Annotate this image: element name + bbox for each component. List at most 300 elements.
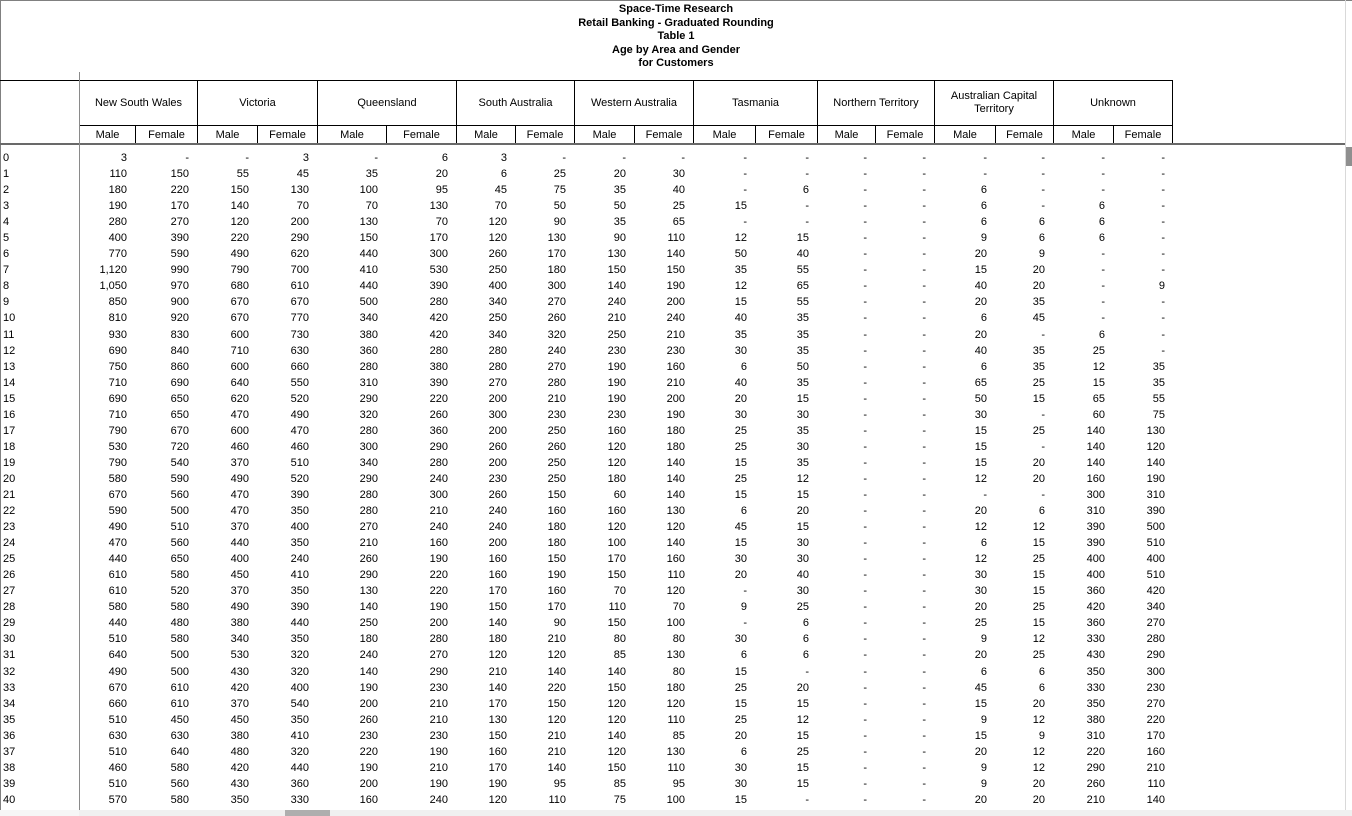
data-cell: 120	[607, 440, 626, 453]
data-cell: 670	[170, 424, 189, 437]
data-cell: 610	[170, 681, 189, 694]
data-cell: 900	[170, 296, 189, 309]
data-cell: 130	[1146, 424, 1165, 437]
vertical-scrollbar-track[interactable]	[1345, 0, 1346, 810]
data-cell: 310	[359, 376, 378, 389]
data-cell: -	[1161, 200, 1165, 213]
column-header-female[interactable]: Female	[257, 126, 317, 143]
data-cell: 9	[980, 633, 987, 646]
row-header-age: 26	[3, 569, 16, 582]
data-cell: 420	[429, 312, 448, 325]
data-cell: 6	[802, 617, 809, 630]
data-cell: 650	[170, 392, 189, 405]
data-cell: 140	[359, 601, 378, 614]
data-cell: -	[922, 505, 926, 518]
data-cell: 45	[1032, 312, 1045, 325]
column-header-male[interactable]: Male	[817, 126, 875, 143]
data-cell: 610	[108, 585, 127, 598]
data-cell: 75	[553, 184, 566, 197]
row-header-age: 4	[3, 216, 10, 229]
data-cell: 110	[667, 232, 685, 245]
column-header-female[interactable]: Female	[1113, 126, 1173, 143]
data-cell: 35	[613, 216, 626, 229]
table-row	[0, 744, 1173, 760]
data-cell: 500	[359, 296, 378, 309]
data-cell: 640	[170, 745, 189, 758]
column-header-female[interactable]: Female	[755, 126, 817, 143]
data-cell: 15	[796, 697, 809, 710]
data-cell: 1,050	[99, 280, 127, 293]
data-cell: 20	[974, 649, 987, 662]
column-group-header[interactable]: Victoria	[197, 81, 317, 125]
table-row	[0, 391, 1173, 407]
table-row	[0, 214, 1173, 230]
data-cell: 770	[290, 312, 309, 325]
data-cell: -	[922, 665, 926, 678]
data-cell: 140	[607, 729, 626, 742]
table-row	[0, 583, 1173, 599]
column-header-male[interactable]: Male	[456, 126, 515, 143]
data-cell: 55	[1152, 392, 1165, 405]
data-cell: 510	[108, 633, 127, 646]
data-cell: 180	[108, 184, 127, 197]
data-cell: 130	[607, 248, 626, 261]
data-cell: 590	[170, 248, 189, 261]
data-cell: -	[863, 601, 867, 614]
data-cell: 200	[488, 537, 507, 550]
data-cell: 490	[290, 408, 309, 421]
data-cell: 160	[359, 793, 378, 806]
column-group-header[interactable]: Australian Capital Territory	[934, 81, 1053, 125]
data-cell: 420	[230, 681, 249, 694]
data-cell: 20	[734, 569, 747, 582]
data-cell: -	[922, 472, 926, 485]
data-cell: 35	[796, 312, 809, 325]
data-cell: 150	[607, 681, 626, 694]
data-cell: 170	[488, 761, 507, 774]
data-cell: -	[863, 585, 867, 598]
data-cell: 20	[613, 168, 626, 181]
data-cell: 210	[547, 745, 566, 758]
row-header-age: 22	[3, 505, 16, 518]
column-group-header[interactable]: Unknown	[1053, 81, 1173, 125]
data-cell: 45	[974, 681, 987, 694]
data-cell: 140	[359, 665, 378, 678]
data-cell: -	[922, 745, 926, 758]
table-row	[0, 728, 1173, 744]
data-cell: 160	[666, 360, 685, 373]
data-cell: 400	[1146, 553, 1165, 566]
data-cell: 12	[796, 472, 809, 485]
data-cell: 12	[974, 521, 987, 534]
report-title-line-2: Retail Banking - Graduated Rounding	[578, 16, 774, 29]
data-cell: 6	[980, 216, 987, 229]
data-cell: 6	[1038, 216, 1045, 229]
data-cell: 25	[734, 681, 747, 694]
column-group-header[interactable]: Western Australia	[574, 81, 693, 125]
table-row	[0, 680, 1173, 696]
data-cell: 300	[429, 488, 448, 501]
data-cell: 400	[290, 681, 309, 694]
data-cell: 190	[429, 777, 448, 790]
data-cell: 120	[488, 232, 507, 245]
row-header-age: 40	[3, 793, 16, 806]
data-cell: 50	[734, 248, 747, 261]
data-cell: 6	[1098, 200, 1105, 213]
column-header-female[interactable]: Female	[875, 126, 934, 143]
data-cell: 15	[1092, 376, 1105, 389]
data-cell: 220	[1086, 745, 1105, 758]
horizontal-scrollbar-track[interactable]	[0, 810, 1352, 816]
data-cell: 25	[1032, 649, 1045, 662]
data-cell: 150	[607, 617, 626, 630]
data-cell: 280	[429, 296, 448, 309]
data-cell: 230	[1146, 681, 1165, 694]
data-cell: 290	[1146, 649, 1165, 662]
data-cell: -	[863, 633, 867, 646]
data-cell: 130	[666, 745, 685, 758]
data-cell: 260	[488, 248, 507, 261]
data-cell: 3	[500, 152, 507, 164]
data-cell: 70	[296, 200, 309, 213]
data-cell: -	[922, 232, 926, 245]
data-cell: -	[922, 408, 926, 421]
data-cell: 210	[359, 537, 378, 550]
data-cell: 440	[290, 617, 309, 630]
data-cell: 15	[734, 296, 747, 309]
data-cell: 85	[672, 729, 685, 742]
vertical-scrollbar-thumb[interactable]	[1346, 147, 1352, 166]
column-header-male[interactable]: Male	[197, 126, 257, 143]
column-header-male[interactable]: Male	[574, 126, 634, 143]
data-cell: 340	[488, 296, 507, 309]
data-cell: -	[743, 216, 747, 229]
data-cell: 20	[1032, 264, 1045, 277]
data-cell: -	[863, 697, 867, 710]
data-cell: 65	[974, 376, 987, 389]
column-group-header[interactable]: Tasmania	[693, 81, 817, 125]
data-cell: 9	[740, 601, 747, 614]
data-cell: 360	[359, 344, 378, 357]
column-group-header-row	[79, 81, 1173, 125]
data-cell: -	[805, 216, 809, 229]
data-cell: 580	[170, 761, 189, 774]
table-row	[0, 535, 1173, 551]
data-cell: 25	[1032, 601, 1045, 614]
data-cell: 110	[608, 601, 626, 614]
horizontal-scrollbar-thumb[interactable]	[285, 810, 330, 816]
data-cell: 270	[547, 296, 566, 309]
data-cell: 530	[230, 649, 249, 662]
data-cell: 6	[980, 360, 987, 373]
data-cell: -	[922, 376, 926, 389]
data-cell: 930	[108, 328, 127, 341]
data-cell: 400	[230, 553, 249, 566]
data-cell: 35	[1032, 296, 1045, 309]
data-cell: 220	[170, 184, 189, 197]
data-cell: 480	[230, 745, 249, 758]
data-cell: 710	[108, 408, 127, 421]
data-cell: 350	[290, 505, 309, 518]
data-cell: 6	[1038, 505, 1045, 518]
column-header-female[interactable]: Female	[135, 126, 197, 143]
data-cell: 790	[108, 424, 127, 437]
row-header-age: 28	[3, 601, 16, 614]
data-cell: 12	[734, 280, 747, 293]
data-cell: 70	[435, 216, 448, 229]
column-header-female[interactable]: Female	[634, 126, 693, 143]
data-cell: 20	[974, 505, 987, 518]
data-cell: 220	[429, 569, 448, 582]
data-cell: 30	[734, 633, 747, 646]
data-cell: 9	[1158, 280, 1165, 293]
row-header-age: 31	[3, 649, 16, 662]
data-cell: 12	[734, 232, 747, 245]
row-header-age: 23	[3, 521, 16, 534]
data-cell: 20	[734, 392, 747, 405]
data-cell: 190	[607, 360, 626, 373]
row-header-age: 36	[3, 729, 16, 742]
data-cell: 80	[672, 633, 685, 646]
data-cell: 510	[170, 521, 189, 534]
data-cell: 95	[672, 777, 685, 790]
data-cell: 630	[170, 729, 189, 742]
data-cell: 170	[547, 248, 566, 261]
data-cell: 270	[1146, 617, 1165, 630]
data-cell: -	[922, 633, 926, 646]
data-cell: 35	[796, 456, 809, 469]
data-cell: 160	[547, 505, 566, 518]
data-cell: -	[1161, 152, 1165, 164]
data-cell: 500	[1146, 521, 1165, 534]
data-cell: -	[863, 617, 867, 630]
data-cell: -	[863, 360, 867, 373]
row-header-age: 19	[3, 456, 16, 469]
table-row	[0, 262, 1173, 278]
data-cell: 280	[547, 376, 566, 389]
data-cell: 240	[488, 505, 507, 518]
data-cell: -	[1101, 152, 1105, 164]
data-cell: 160	[1146, 745, 1165, 758]
data-cell: 210	[488, 665, 507, 678]
data-cell: 380	[429, 360, 448, 373]
data-cell: 15	[974, 729, 987, 742]
data-cell: 410	[359, 264, 378, 277]
data-cell: 210	[607, 312, 626, 325]
data-cell: 690	[108, 344, 127, 357]
data-cell: 35	[796, 344, 809, 357]
data-cell: 6	[980, 312, 987, 325]
column-header-male[interactable]: Male	[1053, 126, 1113, 143]
data-cell: 270	[359, 521, 378, 534]
data-cell: -	[922, 617, 926, 630]
data-cell: 620	[290, 248, 309, 261]
data-cell: 240	[429, 521, 448, 534]
column-group-header[interactable]: New South Wales	[79, 81, 197, 125]
data-cell: 660	[290, 360, 309, 373]
column-group-header[interactable]: South Australia	[456, 81, 574, 125]
data-cell: -	[805, 152, 809, 164]
data-cell: 190	[429, 745, 448, 758]
data-cell: 380	[230, 617, 249, 630]
data-cell: 420	[1086, 601, 1105, 614]
data-cell: 1,120	[99, 264, 127, 277]
data-cell: 15	[1032, 585, 1045, 598]
data-cell: 95	[553, 777, 566, 790]
data-cell: 220	[547, 681, 566, 694]
data-cell: 290	[429, 665, 448, 678]
row-header-age: 16	[3, 408, 16, 421]
data-cell: 20	[974, 296, 987, 309]
data-cell: -	[1041, 408, 1045, 421]
data-cell: 12	[974, 472, 987, 485]
data-cell: -	[1101, 184, 1105, 197]
column-header-male[interactable]: Male	[317, 126, 386, 143]
column-header-female[interactable]: Female	[515, 126, 574, 143]
data-cell: 110	[667, 569, 685, 582]
data-cell: 400	[488, 280, 507, 293]
data-cell: -	[863, 280, 867, 293]
data-cell: 220	[1146, 713, 1165, 726]
data-cell: -	[805, 665, 809, 678]
row-header-age: 24	[3, 537, 16, 550]
data-cell: -	[922, 649, 926, 662]
data-cell: 370	[230, 585, 249, 598]
table-row	[0, 198, 1173, 214]
data-cell: 200	[290, 216, 309, 229]
data-cell: 270	[429, 649, 448, 662]
column-header-male[interactable]: Male	[934, 126, 995, 143]
data-cell: 30	[734, 761, 747, 774]
data-cell: 15	[796, 521, 809, 534]
data-cell: 220	[359, 745, 378, 758]
data-cell: 390	[290, 488, 309, 501]
data-cell: 40	[672, 184, 685, 197]
data-cell: 140	[666, 488, 685, 501]
data-cell: 690	[170, 376, 189, 389]
column-header-female[interactable]: Female	[386, 126, 456, 143]
row-header-age: 7	[3, 264, 10, 277]
data-cell: 340	[359, 312, 378, 325]
data-cell: 140	[1146, 793, 1165, 806]
data-cell: 110	[109, 168, 127, 181]
table-row	[0, 615, 1173, 631]
data-cell: 130	[359, 585, 378, 598]
column-header-male[interactable]: Male	[693, 126, 755, 143]
column-header-male[interactable]: Male	[79, 126, 135, 143]
data-cell: -	[681, 152, 685, 164]
row-header-age: 34	[3, 697, 16, 710]
data-cell: 580	[170, 793, 189, 806]
row-header-age: 8	[3, 280, 10, 293]
column-group-header[interactable]: Queensland	[317, 81, 456, 125]
data-cell: 580	[170, 601, 189, 614]
data-cell: 30	[796, 440, 809, 453]
table-row	[0, 776, 1173, 792]
data-cell: -	[1161, 328, 1165, 341]
table-row	[0, 551, 1173, 567]
data-cell: 190	[429, 601, 448, 614]
data-cell: 120	[666, 521, 685, 534]
data-cell: 25	[796, 745, 809, 758]
data-cell: 580	[170, 633, 189, 646]
data-cell: 360	[429, 424, 448, 437]
data-cell: 12	[974, 553, 987, 566]
data-cell: 350	[230, 793, 249, 806]
data-cell: 310	[1146, 488, 1165, 501]
data-cell: 670	[230, 296, 249, 309]
data-cell: 140	[488, 617, 507, 630]
data-cell: 120	[488, 216, 507, 229]
data-cell: 490	[108, 521, 127, 534]
data-cell: 120	[607, 697, 626, 710]
data-cell: -	[863, 312, 867, 325]
data-cell: -	[922, 184, 926, 197]
data-cell: 570	[108, 793, 127, 806]
data-cell: -	[922, 456, 926, 469]
data-cell: 240	[666, 312, 685, 325]
data-cell: 75	[1152, 408, 1165, 421]
data-cell: 20	[796, 681, 809, 694]
data-cell: 660	[108, 697, 127, 710]
data-cell: -	[743, 152, 747, 164]
data-cell: 290	[290, 232, 309, 245]
data-cell: 20	[1032, 777, 1045, 790]
data-cell: 590	[170, 472, 189, 485]
data-cell: -	[863, 440, 867, 453]
data-cell: 25	[734, 472, 747, 485]
data-cell: 60	[1092, 408, 1105, 421]
data-cell: 500	[170, 649, 189, 662]
data-cell: 370	[230, 521, 249, 534]
data-cell: 120	[666, 697, 685, 710]
data-cell: -	[922, 392, 926, 405]
data-cell: 160	[607, 505, 626, 518]
column-header-female[interactable]: Female	[995, 126, 1053, 143]
data-cell: 350	[290, 633, 309, 646]
data-cell: 440	[230, 537, 249, 550]
data-cell: -	[922, 761, 926, 774]
data-cell: 410	[290, 729, 309, 742]
column-group-header[interactable]: Northern Territory	[817, 81, 934, 125]
data-cell: 20	[974, 793, 987, 806]
data-cell: 320	[290, 745, 309, 758]
data-cell: 220	[230, 232, 249, 245]
row-header-age: 3	[3, 200, 10, 213]
data-cell: -	[622, 152, 626, 164]
data-cell: 9	[1038, 729, 1045, 742]
data-cell: 330	[1086, 681, 1105, 694]
data-cell: 20	[974, 328, 987, 341]
data-cell: -	[863, 665, 867, 678]
data-cell: 460	[230, 440, 249, 453]
report-title-line-3: Table 1	[657, 30, 695, 43]
data-cell: 170	[607, 553, 626, 566]
report-title-block	[0, 3, 1352, 71]
data-cell: -	[863, 424, 867, 437]
table-row	[0, 230, 1173, 246]
data-cell: -	[983, 488, 987, 501]
data-cell: 30	[672, 168, 685, 181]
data-cell: 35	[734, 264, 747, 277]
table-row	[0, 567, 1173, 583]
data-cell: 190	[547, 569, 566, 582]
data-cell: 6	[802, 633, 809, 646]
data-cell: 400	[290, 521, 309, 534]
data-cell: 9	[1038, 248, 1045, 261]
data-cell: 140	[666, 456, 685, 469]
report-title-line-4: Age by Area and Gender	[612, 43, 740, 56]
